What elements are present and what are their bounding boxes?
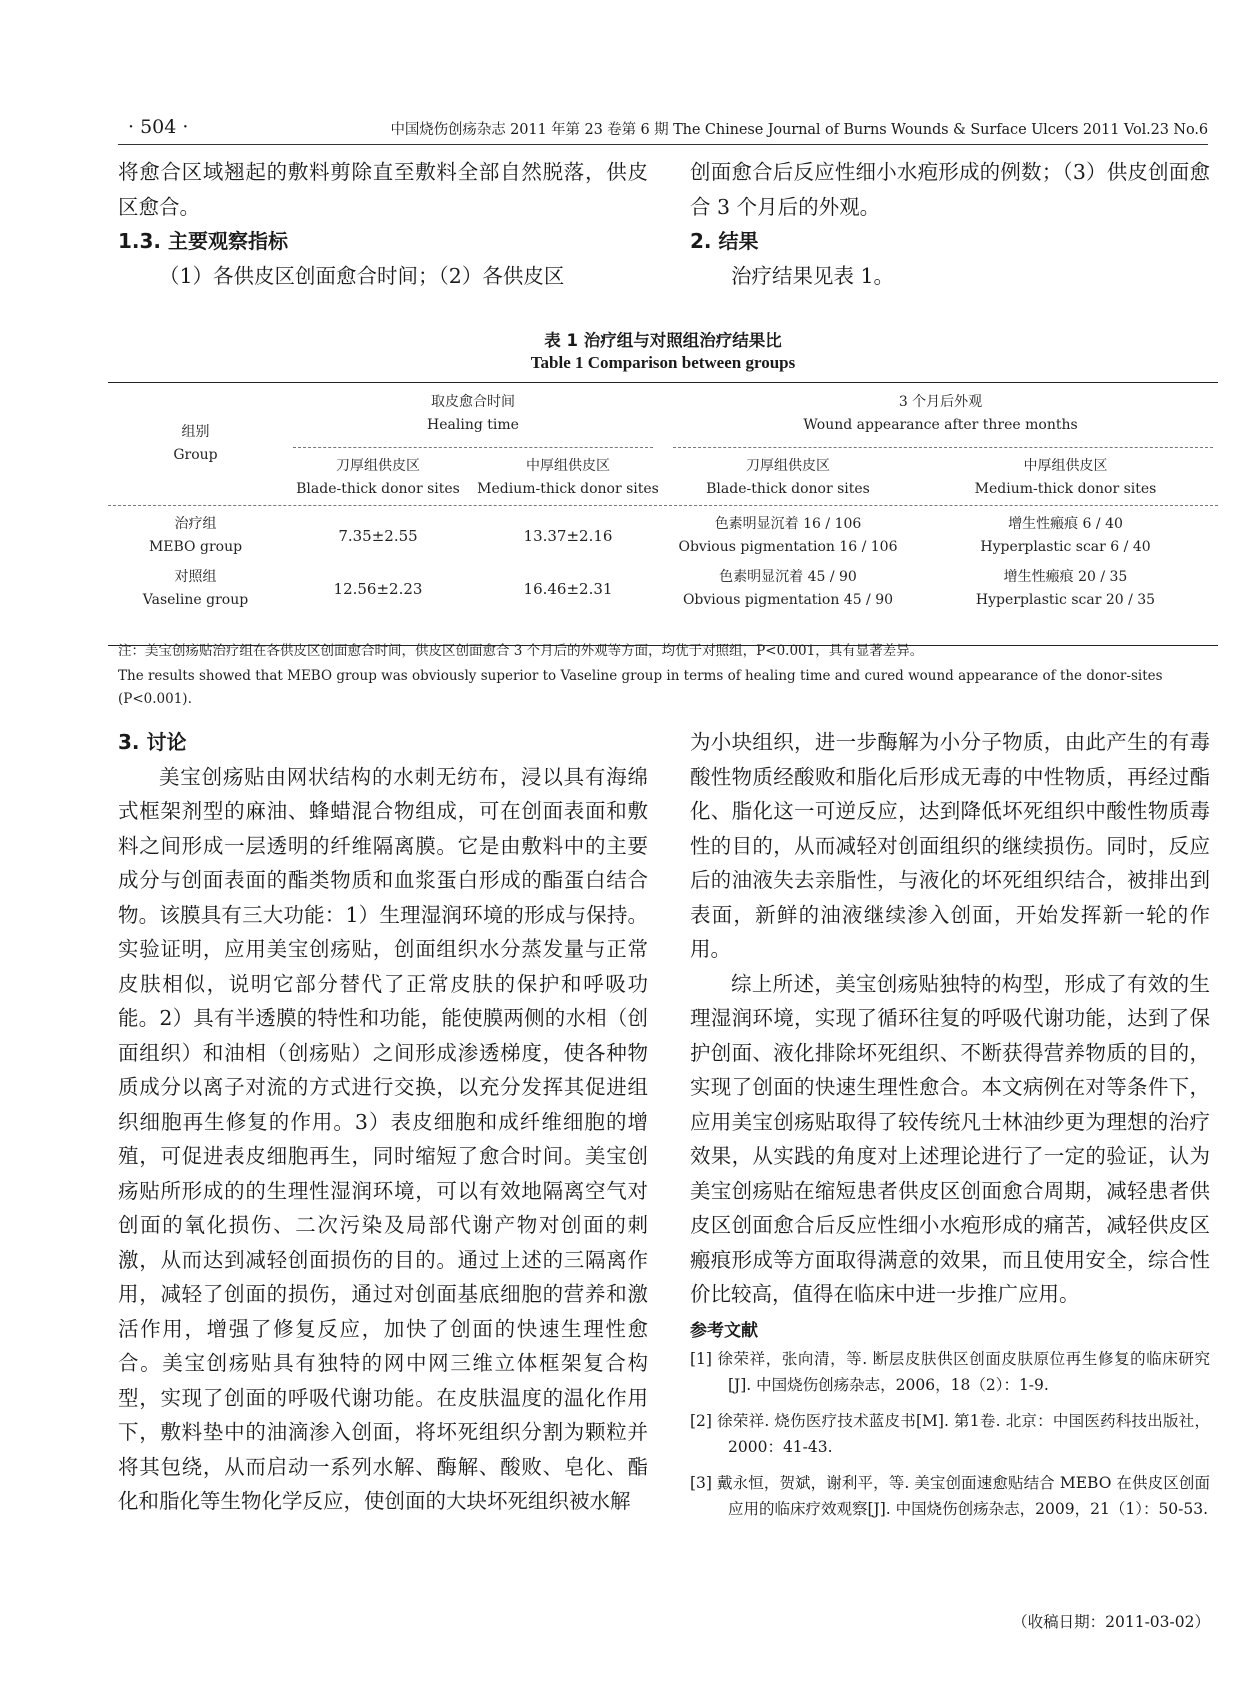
page-header — [118, 116, 1208, 145]
paragraph: 将愈合区域翘起的敷料剪除直至敷料全部自然脱落，供皮区愈合。 — [118, 160, 648, 219]
healing-time-header — [283, 391, 663, 437]
references-list — [690, 1346, 1210, 1522]
table-cell-value — [663, 566, 913, 612]
table-cell-value: 13.37±2.16 — [523, 527, 613, 545]
group-en: Vaseline group — [142, 592, 249, 608]
section-heading-2: 2. 结果 — [690, 229, 759, 253]
appearance-header-cn: 3 个月后外观 — [898, 394, 983, 410]
subheader-blade-time — [283, 455, 473, 501]
subheader-en: Blade-thick donor sites — [296, 481, 460, 497]
table-title-en: Table 1 Comparison between groups — [530, 353, 796, 372]
reference-item: [2] 徐荣祥. 烧伤医疗技术蓝皮书[M]. 第1卷. 北京：中国医药科技出版社，2000：41-43. — [690, 1411, 1210, 1456]
cell-cn: 色素明显沉着 45 / 90 — [719, 569, 857, 585]
table-title-cn: 表 1 治疗组与对照组治疗结果比 — [544, 331, 782, 350]
results-table — [108, 330, 1218, 646]
table-cell-value — [913, 566, 1218, 612]
subheader-cn: 中厚组供皮区 — [526, 458, 610, 474]
table-note-en: The results showed that MEBO group was obviously superior to Vaseline group in terms of healing time and cured wound appearance of the donor-sites (P<0.001). — [118, 668, 1163, 707]
received-date: （收稿日期：2011-03-02） — [1012, 1613, 1210, 1631]
subheader-medium-time — [473, 455, 663, 501]
section-heading-1-3: 1.3. 主要观察指标 — [118, 229, 288, 253]
group-en: MEBO group — [148, 539, 243, 555]
running-head: 中国烧伤创疡杂志 2011 年第 23 卷第 6 期 The Chinese Journal of Burns Wounds & Surface Ulcers 2011 Vol.23 No.6 — [390, 122, 1208, 138]
paragraph: （1）各供皮区创面愈合时间；（2）各供皮区 — [159, 263, 565, 288]
subheader-en: Medium-thick donor sites — [477, 481, 659, 497]
reference-item: [1] 徐荣祥，张向清，等. 断层皮肤供区创面皮肤原位再生修复的临床研究[J]. 中国烧伤创疡杂志，2006，18（2）：1-9. — [690, 1349, 1210, 1394]
paragraph: 综上所述，美宝创疡贴独特的构型，形成了有效的生理湿润环境，实现了循环往复的呼吸代谢功能，达到了保护创面、液化排除坏死组织、不断获得营养物质的目的，实现了创面的快速生理性愈合。本文病例在对等条件下，应用美宝创疡贴取得了较传统凡士林油纱更为理想的治疗效果，从实践的角度对上述理论进行了一定的验证，认为美宝创疡贴在缩短患者供皮区创面愈合周期，减轻患者供皮区创面愈合后反应性细小水疱形成的痛苦，减轻供皮区瘢痕形成等方面取得满意的效果，而且使用安全，综合性价比较高，值得在临床中进一步推广应用。 — [690, 971, 1210, 1306]
table-cell-value — [913, 513, 1218, 559]
table-cell-value: 7.35±2.55 — [338, 527, 418, 545]
subheader-medium-appearance — [913, 455, 1218, 501]
top-left-column — [118, 155, 648, 293]
group-cn: 对照组 — [174, 569, 217, 585]
appearance-header — [663, 391, 1218, 437]
table-cell-value — [663, 513, 913, 559]
section-heading-3: 3. 讨论 — [118, 730, 187, 754]
table-note-cn: 注：美宝创疡贴治疗组在各供皮区创面愈合时间，供皮区创面愈合 3 个月后的外观等方面，均优于对照组，P<0.001，具有显著差异。 — [118, 643, 924, 659]
healing-header-cn: 取皮愈合时间 — [431, 394, 515, 410]
references-heading: 参考文献 — [690, 1320, 758, 1341]
table-body — [108, 382, 1218, 646]
group-cn: 治疗组 — [174, 516, 217, 532]
group-header — [108, 421, 283, 467]
reference-item: [3] 戴永恒，贺斌，谢利平，等. 美宝创面速愈贴结合 MEBO 在供皮区创面应用的临床疗效观察[J]. 中国烧伤创疡杂志，2009，21（1）：50-53. — [690, 1473, 1210, 1518]
discussion-right-column — [690, 725, 1210, 1532]
header-rule — [673, 447, 1213, 448]
paragraph: 美宝创疡贴由网状结构的水刺无纺布，浸以具有海绵式框架剂型的麻油、蜂蜡混合物组成，可在创面表面和敷料之间形成一层透明的纤维隔离膜。它是由敷料中的主要成分与创面表面的酯类物质和血浆蛋白形成的酯蛋白结合物。该膜具有三大功能：1）生理湿润环境的形成与保持。实验证明，应用美宝创疡贴，创面组织水分蒸发量与正常皮肤相似，说明它部分替代了正常皮肤的保护和呼吸功能。2）具有半透膜的特性和功能，能使膜两侧的水相（创面组织）和油相（创疡贴）之间形成渗透梯度，使各种物质成分以离子对流的方式进行交换，以充分发挥其促进组织细胞再生修复的作用。3）表皮细胞和成纤维细胞的增殖，可促进表皮细胞再生，同时缩短了愈合时间。美宝创疡贴所形成的的生理性湿润环境，可以有效地隔离空气对创面的氧化损伤、二次污染及局部代谢产物对创面的刺激，从而达到减轻创面损伤的目的。通过上述的三隔离作用，减轻了创面的损伤，通过对创面基底细胞的营养和激活作用，增强了修复反应，加快了创面的快速生理性愈合。美宝创疡贴具有独特的网中网三维立体框架复合构型，实现了创面的呼吸代谢功能。在皮肤温度的温化作用下，敷料垫中的油滴渗入创面，将坏死组织分割为颗粒并将其包绕，从而启动一系列水解、酶解、酸败、皂化、酯化和脂化等生物化学反应，使创面的大块坏死组织被水解 — [118, 764, 648, 1513]
header-rule — [293, 447, 653, 448]
header-bottom-rule — [108, 505, 1218, 506]
top-right-column — [690, 155, 1210, 293]
subheader-en: Blade-thick donor sites — [706, 481, 870, 497]
page-number: · 504 · — [128, 116, 189, 138]
cell-en: Obvious pigmentation 45 / 90 — [682, 592, 894, 608]
subheader-cn: 中厚组供皮区 — [1023, 458, 1108, 474]
cell-en: Obvious pigmentation 16 / 106 — [678, 539, 898, 555]
subheader-en: Medium-thick donor sites — [974, 481, 1157, 497]
discussion-left-column — [118, 725, 648, 1519]
subheader-blade-appearance — [663, 455, 913, 501]
cell-cn: 色素明显沉着 16 / 106 — [714, 516, 862, 532]
healing-header-en: Healing time — [427, 417, 519, 433]
paragraph: 治疗结果见表 1。 — [731, 263, 895, 288]
table-cell-value: 16.46±2.31 — [523, 580, 613, 598]
group-header-cn: 组别 — [181, 424, 210, 440]
table-row-group — [108, 513, 283, 559]
cell-cn: 增生性瘢痕 6 / 40 — [1008, 516, 1123, 532]
table-row-group — [108, 566, 283, 612]
subheader-cn: 刀厚组供皮区 — [336, 458, 420, 474]
table-cell-value: 12.56±2.23 — [333, 580, 423, 598]
subheader-cn: 刀厚组供皮区 — [746, 458, 830, 474]
paragraph: 为小块组织，进一步酶解为小分子物质，由此产生的有毒酸性物质经酸败和脂化后形成无毒的中性物质，再经过酯化、脂化这一可逆反应，达到降低坏死组织中酸性物质毒性的目的，从而减轻对创面组织的继续损伤。同时，反应后的油液失去亲脂性，与液化的坏死组织结合，被排出到表面，新鲜的油液继续渗入创面，开始发挥新一轮的作用。 — [690, 730, 1210, 961]
cell-en: Hyperplastic scar 20 / 35 — [975, 592, 1156, 608]
cell-en: Hyperplastic scar 6 / 40 — [980, 539, 1151, 555]
group-header-en: Group — [173, 447, 218, 463]
paragraph: 创面愈合后反应性细小水疱形成的例数；（3）供皮创面愈合 3 个月后的外观。 — [690, 160, 1210, 219]
cell-cn: 增生性瘢痕 20 / 35 — [1003, 569, 1128, 585]
appearance-header-en: Wound appearance after three months — [803, 417, 1078, 433]
